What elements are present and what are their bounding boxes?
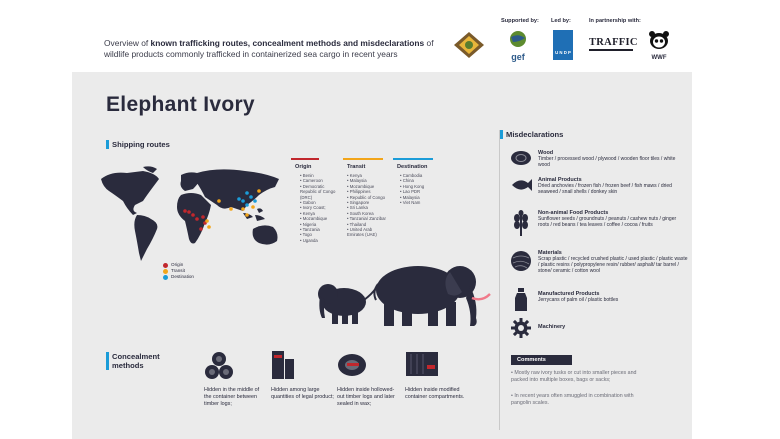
list-item: • Cameroon [300, 178, 342, 183]
list-item: • Cambodia [400, 173, 442, 178]
concealment-heading-line1: Concealment [112, 352, 160, 361]
misdeclaration-head: Manufactured Products [538, 291, 600, 297]
hollowed-log-icon [337, 352, 367, 378]
list-item: • Philippines [347, 189, 389, 194]
comment-item: • Mostly raw ivory tusks or cut into smaller pieces and packed into multiple boxes, bags or sacks; [511, 370, 637, 383]
page-title: Elephant Ivory [106, 93, 255, 116]
traffic-logo [589, 37, 637, 51]
transit-underline [343, 158, 383, 160]
undp-text: U N D P [555, 50, 571, 55]
list-item: • Lao PDR [400, 189, 442, 194]
timber-logs-icon [204, 350, 234, 380]
misdeclaration-head: Wood [538, 150, 554, 156]
wwf-logo [648, 30, 670, 61]
world-map [97, 165, 289, 265]
list-item: • Nigeria [300, 222, 342, 227]
fish-icon [510, 177, 532, 193]
misdeclaration-item [538, 291, 688, 303]
column-divider [499, 130, 500, 430]
concealment-heading-line2: methods [112, 361, 144, 370]
product-boxes-icon [271, 349, 295, 381]
misdeclaration-item [538, 324, 688, 330]
list-item: • United Arab Emirates (UAE) [347, 227, 389, 238]
adult-elephant-icon [374, 266, 490, 326]
undp-logo [553, 30, 573, 60]
destination-underline [393, 158, 433, 160]
concealment-caption: Hidden inside modified container compartments. [405, 387, 465, 400]
gef-logo [505, 30, 531, 62]
shipping-routes-heading: Shipping routes [112, 140, 170, 149]
misdeclaration-text: Jerrycans of palm oil / plastic bottles [538, 297, 619, 303]
section-marker [500, 130, 503, 139]
list-item: • Kenya [347, 173, 389, 178]
misdeclaration-text: Scrap plastic / recycled crushed plastic / used plastic / plastic waste / plastic resins / polypropylene resin/ rubber/ asphalt/ tar barrel / stone/ ceramic / cotton wool [538, 256, 688, 275]
map-legend [163, 262, 194, 280]
led-by-label: Led by: [551, 18, 571, 24]
intro-pre: Overview of [104, 38, 151, 48]
partnership-label: In partnership with: [589, 18, 641, 24]
transit-dot-icon [163, 269, 168, 274]
misdeclaration-item [538, 150, 688, 168]
concealment-caption: Hidden inside hollowed-out timber logs and later sealed in wax; [337, 387, 395, 407]
panda-icon [648, 30, 670, 50]
list-item: • Benin [300, 173, 342, 178]
elephants-illustration [318, 258, 496, 330]
bottle-icon [514, 288, 528, 312]
gef-text: gef [511, 52, 525, 62]
misdeclaration-item [538, 177, 688, 195]
list-item: • Gabon [300, 200, 342, 205]
misdeclaration-head: Machinery [538, 324, 566, 330]
list-item: • Democratic Republic of Congo (DRC) [300, 184, 342, 200]
origin-underline [291, 158, 319, 160]
list-item: • Uganda [300, 238, 342, 243]
misdeclaration-item [538, 210, 688, 228]
partner-emblem-logo [452, 30, 486, 60]
misdeclaration-head: Materials [538, 250, 562, 256]
list-item: • Tanzania/ Zanzibar [347, 216, 389, 221]
misdeclaration-head: Non-animal Food Products [538, 210, 609, 216]
list-item: • Malaysia [400, 195, 442, 200]
concealment-caption: Hidden in the middle of the container between timber logs; [204, 387, 260, 407]
supported-by-label: Supported by: [501, 18, 539, 24]
legend-origin-label: Origin [171, 262, 184, 267]
misdeclaration-item [538, 250, 688, 275]
container-icon [405, 349, 441, 379]
yarn-icon [510, 250, 532, 272]
globe-icon [505, 30, 531, 48]
intro-text [104, 38, 434, 60]
list-item: • Thailand [347, 222, 389, 227]
wwf-text: WWF [651, 55, 667, 61]
list-item: • South Korea [347, 211, 389, 216]
section-marker [106, 352, 109, 370]
list-item: • Mozambique [300, 216, 342, 221]
intro-post: of wildlife products commonly trafficked in containerized sea cargo in recent years [104, 38, 434, 59]
origin-list [300, 173, 342, 243]
comment-text: Mostly raw ivory tusks or cut into smaller pieces and packed into multiple boxes, bags or sacks; [511, 370, 637, 383]
misdeclaration-text: Dried anchovies / frozen fish / frozen beef / fish maws / dried seaweed / snail shells / donkey skin [538, 183, 672, 196]
list-item: • Togo [300, 232, 342, 237]
misdeclaration-head: Animal Products [538, 177, 582, 183]
list-item: • Tanzania [300, 227, 342, 232]
wood-icon [510, 150, 532, 166]
section-marker [106, 140, 109, 149]
origin-heading: Origin [295, 164, 312, 170]
transit-list [347, 173, 389, 238]
origin-dot-icon [163, 263, 168, 268]
comment-text: In recent years often smuggled in combination with pangolin scales. [511, 393, 634, 406]
legend-transit-label: Transit [171, 268, 185, 273]
gear-icon [511, 318, 531, 338]
misdeclaration-text: Sunflower seeds / groundnuts / peanuts / cashew nuts / ginger roots / red beans / tea leaves / coffee / cocoa / fruits [538, 216, 677, 229]
misdeclarations-heading: Misdeclarations [506, 130, 564, 139]
baby-elephant-icon [318, 284, 376, 324]
list-item: • China [400, 178, 442, 183]
concealment-caption: Hidden among large quantities of legal product; [271, 387, 334, 400]
comment-item: • In recent years often smuggled in combination with pangolin scales. [511, 393, 634, 406]
misdeclaration-text: Timber / processed wood / plywood / wooden floor tiles / white wood [538, 156, 676, 169]
destination-heading: Destination [397, 164, 428, 170]
intro-bold: known trafficking routes, concealment methods and misdeclarations [150, 38, 425, 48]
list-item: • Sri Lanka [347, 205, 389, 210]
concealment-heading [112, 352, 160, 370]
header [0, 0, 780, 72]
list-item: • Republic of Congo [347, 195, 389, 200]
list-item: • Singapore [347, 200, 389, 205]
traffic-text: TRAFFIC [589, 37, 638, 48]
legend-destination-label: Destination [171, 274, 194, 279]
legend-destination [163, 274, 194, 280]
list-item: • Kenya [300, 211, 342, 216]
list-item: • Ivory Coast; [300, 205, 342, 210]
list-item: • Viet Nam [400, 200, 442, 205]
comments-heading: Comments [511, 355, 572, 365]
list-item: • Mozambique [347, 184, 389, 189]
destination-list [400, 173, 442, 205]
destination-dot-icon [163, 275, 168, 280]
transit-heading: Transit [347, 164, 366, 170]
list-item: • Hong Kong [400, 184, 442, 189]
list-item: • Malaysia [347, 178, 389, 183]
wheat-icon [512, 210, 530, 236]
